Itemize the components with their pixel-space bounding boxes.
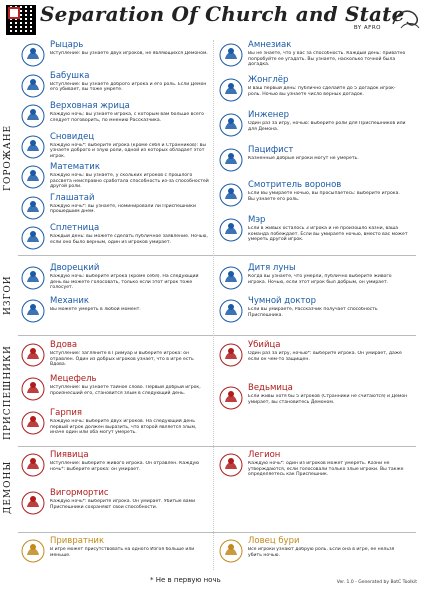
role-ability: Если в живых осталось 3 игрока и не произошло казни, ваша команда побеждает. Если вы умираете ночью, вместо вас может умереть другой игрок. (248, 226, 408, 243)
section-townsfolk-label: ГОРОЖАНЕ (3, 124, 13, 191)
role-name: Привратник (50, 536, 105, 546)
role-name: Жонглёр (248, 75, 289, 85)
role-ability: Каждую ночь: выберите игрока (кроме себя). На следующий день вы можете голосовать, только если этот игрок тоже голосует. (50, 274, 199, 291)
role-entry (218, 215, 410, 253)
role-ability: Один раз за игру, ночью*: выберите игрока. Он умирает, даже если он чем-то защищен. (248, 351, 402, 362)
role-ability: Если живы хотя бы 5 игроков (Странники не считаются) и Демон умирает, вы становитесь Демоном. (248, 394, 408, 405)
role-ability: Каждую ночь: вы узнаете, у скольких игроков с прошлого рассвета неисправно сработала способность из-за способностей другой роли. (50, 173, 209, 190)
role-ability: Каждую ночь: выберите двух игроков. На следующий день первый игрок должен выразить, что второй является злым, иначе один или оба могут умереть. (50, 419, 197, 436)
role-name: Смотритель воронов (248, 180, 342, 190)
minion-token-icon (218, 385, 244, 411)
role-entry (218, 75, 410, 113)
role-entry (20, 374, 212, 412)
role-ability: Каждую ночь*: выберите игрока (кроме себя и Странников): вы узнаете доброго и злую роли, одной из которых обладает этот игрок. (50, 142, 206, 159)
role-name: Верховная жрица (50, 101, 130, 111)
role-ability: Каждый день: вы можете сделать публичное заявление. Ночью, если оно было верным, один из игроков умирает. (50, 234, 208, 245)
role-ability: Вы можете умереть в любой момент. (50, 307, 141, 312)
role-name: Рыцарь (50, 40, 84, 50)
role-entry (218, 296, 410, 334)
decorative-swirl-icon (391, 4, 421, 32)
role-name: Глашатай (50, 192, 95, 203)
role-name: Мэр (248, 215, 266, 225)
role-ability: Вступление: вы узнаете тайное слово. Первый добрый игрок, произнесший его, становится злым в следующий день. (50, 385, 201, 396)
outsider-token-icon (218, 298, 244, 324)
role-entry (218, 450, 410, 488)
role-entry (20, 408, 212, 446)
townsfolk-token-icon (20, 134, 46, 160)
role-name: Пиявица (50, 450, 89, 460)
minion-token-icon (20, 410, 46, 436)
townsfolk-token-icon (20, 225, 46, 251)
role-entry (20, 450, 212, 488)
role-name: Инженер (248, 110, 289, 120)
role-ability: В ваш первый день: публично сделайте до 5 догадок игрок-роль. Ночью вы узнаете число верных догадок. (248, 86, 396, 97)
role-name: Математик (50, 162, 100, 172)
section-outsiders-label: ИЗГОИ (3, 275, 13, 315)
role-entry (20, 223, 212, 261)
section-minions-label: ПРИСПЕШНИКИ (3, 345, 13, 440)
townsfolk-token-icon (20, 103, 46, 129)
section-divider (18, 532, 416, 533)
role-name: Пацифист (248, 145, 294, 155)
section-divider (18, 335, 416, 336)
role-ability: Вступление: выберите живого игрока. Он отравлен. Каждую ночь*: выберите игрока: он умирает. (50, 461, 200, 472)
minion-token-icon (218, 342, 244, 368)
townsfolk-token-icon (218, 42, 244, 68)
role-ability: Вступление: вы узнаете двух игроков, не являющихся Демоном. (50, 51, 208, 56)
traveller-token-icon (20, 538, 46, 564)
townsfolk-token-icon (218, 217, 244, 243)
role-entry (218, 536, 410, 574)
author-label: BY AFRO (353, 25, 381, 31)
townsfolk-token-icon (20, 164, 46, 190)
role-name: Ведьмица (248, 383, 293, 393)
role-ability: В игре может присутствовать на одного Изгоя больше или меньше. (50, 547, 195, 558)
role-entry (218, 180, 410, 218)
role-entry (20, 536, 212, 574)
role-ability: Каждую ночь*: выберите игрока. Он умирает. Убитые вами Приспешники сохраняют свои способности. (50, 499, 196, 510)
role-ability: Вступление: загляните в Гримуар и выберите игрока: он отравлен. Один из добрых игроков узнает, что в игре есть Вдова. (50, 351, 194, 368)
role-entry (218, 340, 410, 378)
role-name: Механик (50, 296, 90, 306)
role-ability: Каждую ночь: вы узнаете игрока, с которым вам больше всего следует поговорить, по мнению Рассказчика. (50, 112, 204, 123)
role-entry (218, 145, 410, 183)
role-name: Убийца (248, 340, 281, 350)
role-name: Сновидец (50, 131, 95, 142)
role-ability: Каждую ночь*: вы узнаете, номинировали ли Приспешники прошедшим днем. (50, 203, 196, 215)
demon-token-icon (20, 490, 46, 516)
role-name: Чумной доктор (248, 296, 317, 306)
role-name: Вигормортис (50, 488, 109, 498)
role-ability: Если Вы умираете ночью, вы просыпаетесь: выберите игрока. Вы узнаете его роль. (248, 191, 400, 202)
role-ability: Если вы умираете, Рассказчик получает способность Приспешника. (248, 307, 378, 318)
townsfolk-token-icon (20, 42, 46, 68)
outsider-token-icon (20, 265, 46, 291)
outsider-token-icon (20, 298, 46, 324)
role-ability: Каждую ночь*: один из игроков может умереть. Казни не утверждаются, если голосовали только злые игроки. Вы также определяетесь как Приспешник. (248, 461, 404, 478)
role-name: Мецефель (50, 374, 97, 384)
role-name: Легион (248, 450, 281, 460)
role-ability: Когда вы узнаете, что умерли, публично выберите живого игрока. Ночью, если этот игрок был добрым, он умирает. (248, 274, 392, 285)
outsider-token-icon (218, 265, 244, 291)
role-entry (218, 383, 410, 421)
townsfolk-token-icon (218, 182, 244, 208)
role-name: Дитя луны (248, 263, 296, 273)
demon-token-icon (20, 452, 46, 478)
minion-token-icon (20, 342, 46, 368)
role-name: Амнезиак (248, 40, 292, 50)
page-title: Separation Of Church and State (40, 2, 405, 26)
role-name: Вдова (50, 340, 78, 350)
townsfolk-token-icon (218, 77, 244, 103)
demon-token-icon (218, 452, 244, 478)
traveller-token-icon (218, 538, 244, 564)
role-ability: Вы не знаете, что у вас за способность. Каждый день: приватно попробуйте ее угадать. Вы узнаете, насколько точной была догадка. (248, 51, 406, 68)
role-ability: Казненные добрые игроки могут не умереть. (248, 156, 359, 161)
role-entry (218, 40, 410, 78)
townsfolk-token-icon (20, 195, 46, 221)
role-ability: Один раз за игру, ночью: выберите роли для Приспешников или для Демона. (248, 121, 406, 132)
role-entry (20, 296, 212, 334)
role-entry (20, 488, 212, 526)
column-divider (213, 40, 214, 570)
qr-code-icon (6, 5, 36, 35)
townsfolk-token-icon (20, 73, 46, 99)
footnote: * Не в первую ночь (150, 576, 221, 584)
version-label: Ver. 1.0 - Generated by BotC Toolkit (336, 580, 417, 585)
minion-token-icon (20, 376, 46, 402)
role-entry (20, 340, 212, 378)
role-entry (218, 110, 410, 148)
role-ability: Вступление: вы узнаете доброго игрока и его роль. Если Демон его убивает, вы тоже умрете. (50, 81, 207, 93)
role-name: Сплетница (50, 223, 100, 233)
townsfolk-token-icon (218, 147, 244, 173)
role-name: Гарпия (50, 408, 82, 418)
role-name: Дворецкий (50, 263, 100, 273)
townsfolk-token-icon (218, 112, 244, 138)
role-name: Ловец бури (248, 536, 300, 546)
role-name: Бабушка (50, 70, 90, 81)
role-ability: Все игроки узнают добрую роль. Если она в игре, ее нельзя убить ночью. (248, 547, 395, 558)
section-demons-label: ДЕМОНЫ (3, 460, 13, 515)
